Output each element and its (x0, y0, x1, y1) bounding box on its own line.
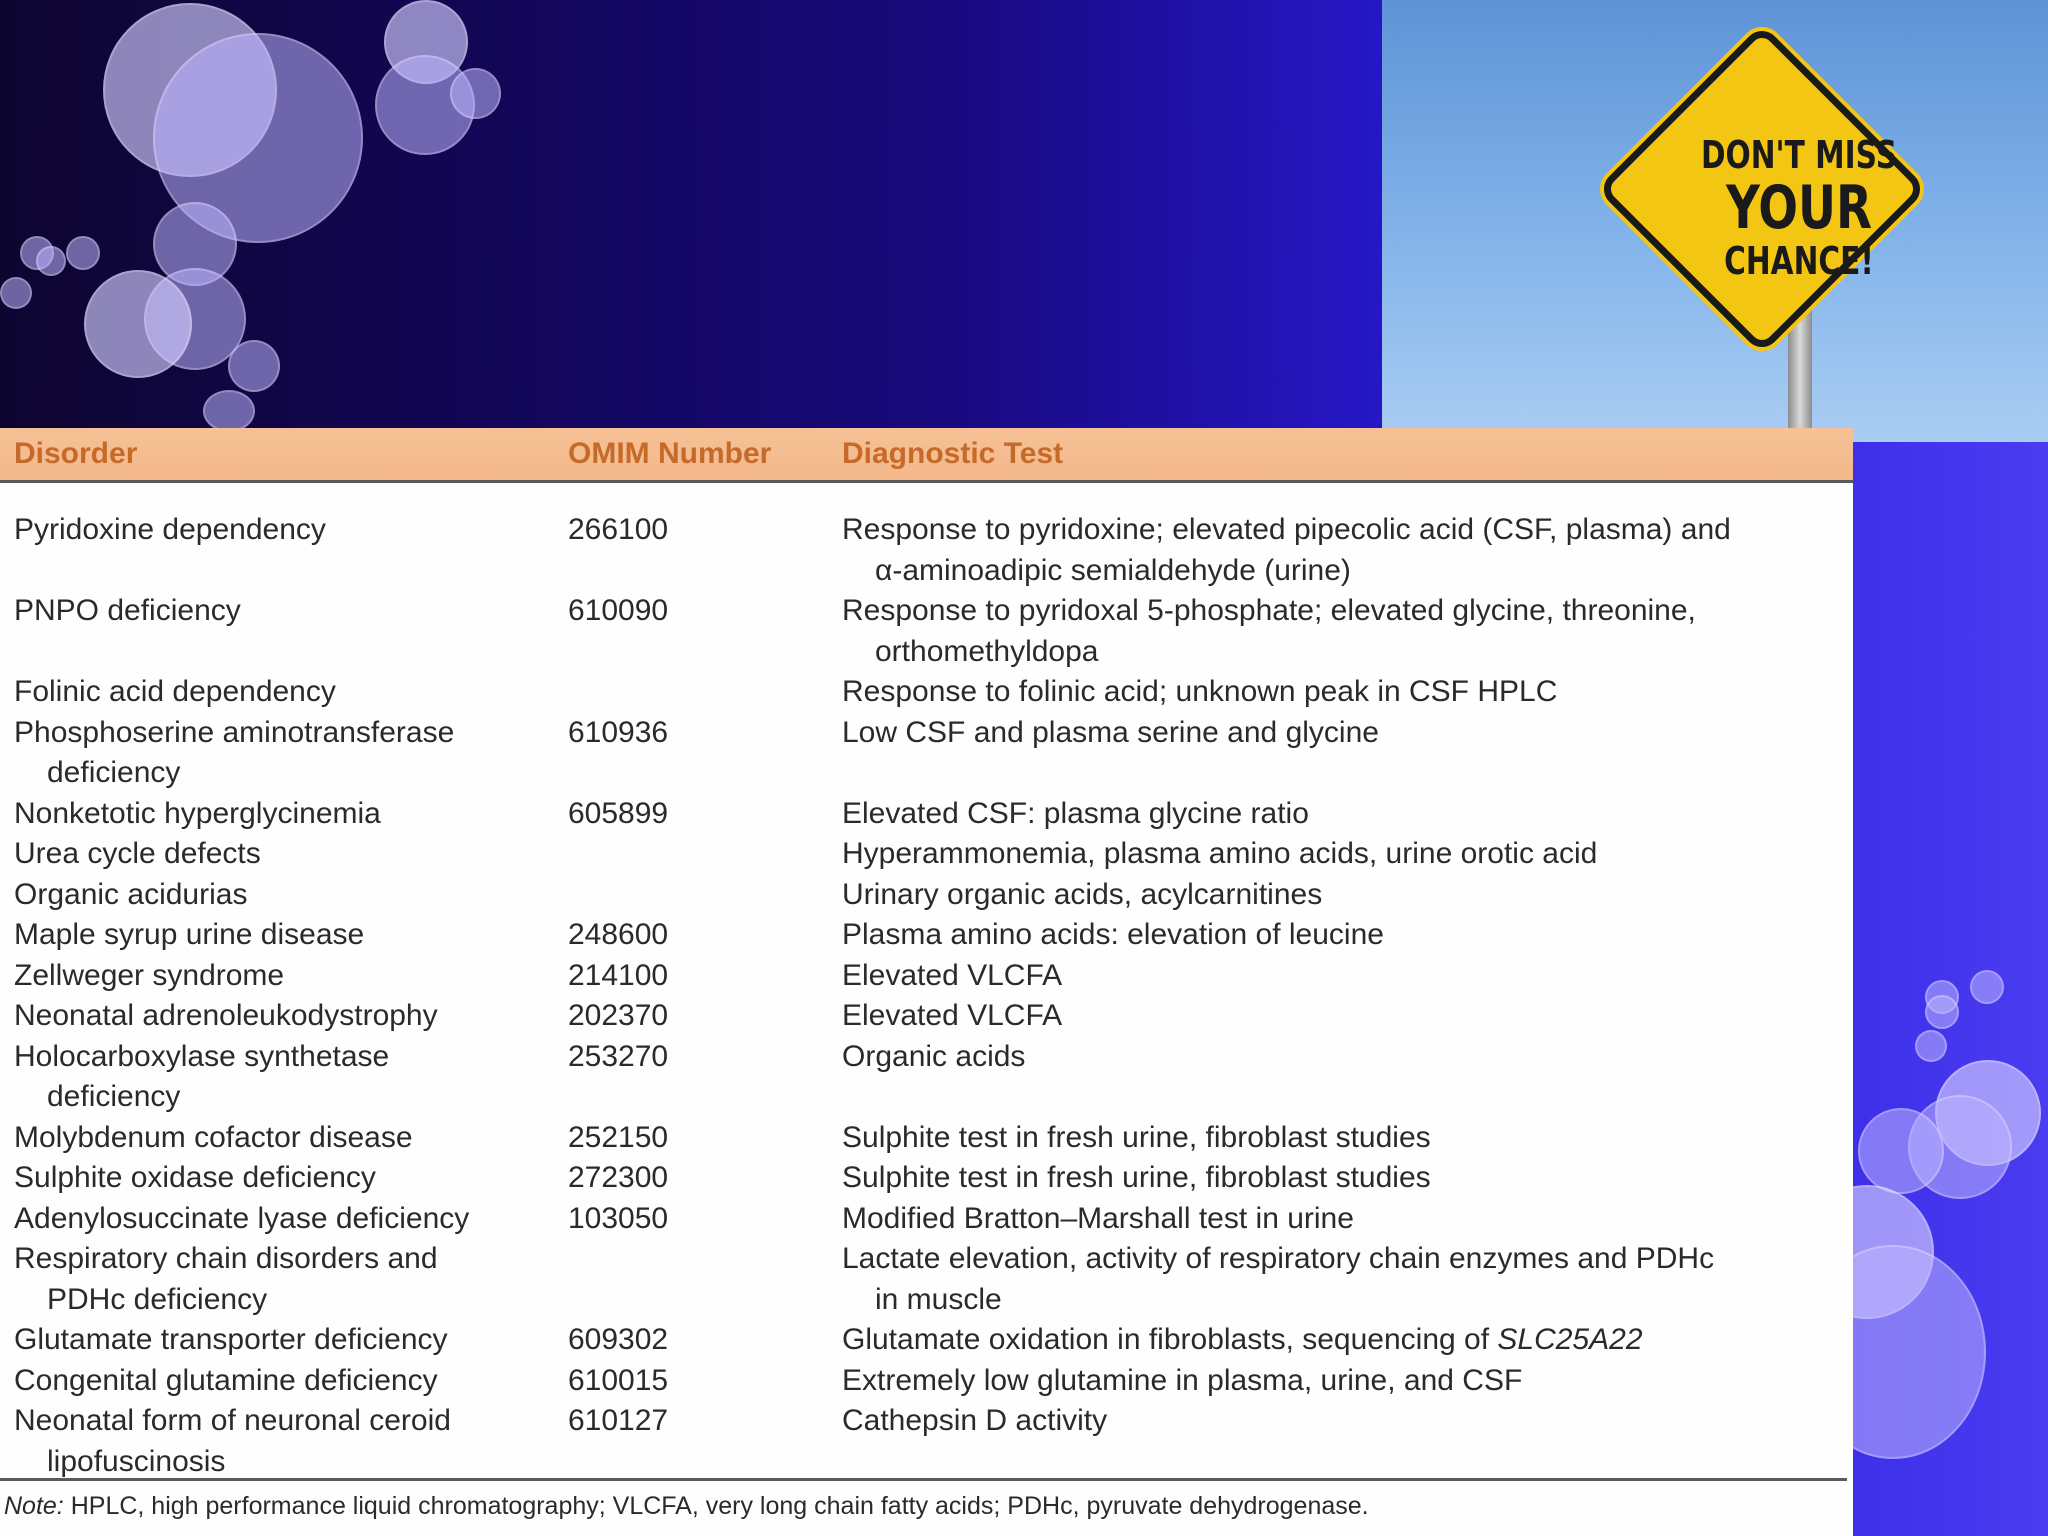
cell-disorder-line: Nonketotic hyperglycinemia (14, 796, 381, 830)
table-row (0, 1158, 1853, 1199)
cell-diagnostic-test (842, 713, 1842, 754)
cell-disorder (14, 956, 534, 997)
cell-disorder-line: Holocarboxylase synthetase (14, 1039, 390, 1073)
note-text: HPLC, high performance liquid chromatography; VLCFA, very long chain fatty acids; PDHc, pyruvate dehydrogenase. (63, 1492, 1369, 1520)
cell-diagnostic-test-line: Cathepsin D activity (842, 1404, 1108, 1437)
table-row (0, 713, 1853, 794)
cell-omim: 610090 (568, 594, 669, 627)
cell-diagnostic-test (842, 672, 1842, 713)
cell-disorder-line: Pyridoxine dependency (14, 513, 326, 546)
cell-diagnostic-test-line: Urinary organic acids, acylcarnitines (842, 877, 1323, 911)
cell-omim: 248600 (568, 918, 669, 951)
cell-diagnostic-test (842, 875, 1842, 916)
note-label: Note: (4, 1492, 64, 1520)
cell-diagnostic-test (842, 1320, 1842, 1361)
sign-line-1: DON'T MISS (1700, 133, 1898, 177)
cell-diagnostic-test (842, 915, 1842, 956)
table-header (0, 428, 1853, 483)
cell-disorder-line: deficiency (47, 756, 181, 789)
cell-disorder-line: Neonatal adrenoleukodystrophy (14, 999, 438, 1032)
cell-diagnostic-test (842, 1158, 1842, 1199)
cell-diagnostic-test-line: Sulphite test in fresh urine, fibroblast studies (842, 1120, 1431, 1154)
cell-diagnostic-test (842, 1401, 1842, 1442)
cell-diagnostic-test-line: orthomethyldopa (875, 634, 1099, 668)
sign-line-3: CHANCE! (1724, 239, 1874, 283)
cell-diagnostic-test-line: Response to folinic acid; unknown peak in CSF HPLC (842, 675, 1558, 708)
table-row (0, 1037, 1853, 1118)
cell-diagnostic-test-line: Hyperammonemia, plasma amino acids, urine orotic acid (842, 837, 1598, 870)
cell-diagnostic-test (842, 956, 1842, 997)
cell-omim: 252150 (568, 1120, 669, 1154)
table-row (0, 834, 1853, 875)
cell-disorder (14, 672, 534, 713)
table-body (0, 510, 1853, 1482)
cell-disorder-line: Zellweger syndrome (14, 958, 285, 992)
cell-disorder-line: Maple syrup urine disease (14, 918, 365, 951)
note-divider (0, 1478, 1847, 1481)
table-row (0, 1320, 1853, 1361)
table-row (0, 1199, 1853, 1240)
cell-disorder (14, 510, 534, 551)
cell-disorder (14, 1158, 534, 1199)
cell-disorder (14, 794, 534, 835)
cell-diagnostic-test (842, 1361, 1842, 1402)
cell-diagnostic-test (842, 510, 1842, 591)
table-row (0, 672, 1853, 713)
table-row (0, 794, 1853, 835)
cell-disorder-line: Folinic acid dependency (14, 675, 336, 708)
cell-disorder-line: lipofuscinosis (47, 1444, 226, 1478)
table-note (4, 1492, 1369, 1521)
table-row (0, 1361, 1853, 1402)
table-row (0, 1401, 1853, 1482)
table-row (0, 996, 1853, 1037)
cell-omim: 610936 (568, 715, 669, 749)
header-diagnostic-test: Diagnostic Test (842, 437, 1064, 470)
cell-diagnostic-test-line: Glutamate oxidation in fibroblasts, sequencing of SLC25A22 (842, 1323, 1643, 1356)
cell-disorder-line: PDHc deficiency (47, 1282, 268, 1316)
cell-diagnostic-test-line: Response to pyridoxine; elevated pipecolic acid (CSF, plasma) and (842, 513, 1731, 546)
cell-disorder (14, 1118, 534, 1159)
cell-disorder-line: Molybdenum cofactor disease (14, 1120, 413, 1154)
cell-diagnostic-test (842, 591, 1842, 672)
cell-diagnostic-test (842, 1199, 1842, 1240)
header-disorder: Disorder (14, 437, 138, 470)
cell-omim: 103050 (568, 1201, 669, 1235)
cell-diagnostic-test-line: Elevated VLCFA (842, 958, 1063, 992)
cell-diagnostic-test (842, 1239, 1842, 1320)
cell-omim: 214100 (568, 958, 669, 992)
table-row (0, 1118, 1853, 1159)
cell-disorder-line: deficiency (47, 1080, 181, 1113)
cell-diagnostic-test (842, 1037, 1842, 1078)
cell-disorder-line: Organic acidurias (14, 877, 248, 911)
cell-diagnostic-test (842, 794, 1842, 835)
cell-disorder (14, 591, 534, 632)
sign-text (1678, 133, 1920, 283)
cell-diagnostic-test-line: Extremely low glutamine in plasma, urine, and CSF (842, 1363, 1523, 1397)
cell-omim: 605899 (568, 796, 669, 830)
cell-diagnostic-test-line: Organic acids (842, 1039, 1026, 1073)
table-row (0, 1239, 1853, 1320)
cell-diagnostic-test-line: Modified Bratton–Marshall test in urine (842, 1201, 1354, 1235)
table-row (0, 915, 1853, 956)
cell-omim: 610015 (568, 1363, 669, 1397)
cell-disorder (14, 713, 534, 794)
cell-disorder (14, 996, 534, 1037)
cell-diagnostic-test-line: Elevated VLCFA (842, 999, 1063, 1032)
warning-sign-photo (1382, 0, 2048, 442)
cell-disorder (14, 1037, 534, 1118)
cell-disorder-line: Neonatal form of neuronal ceroid (14, 1404, 451, 1437)
cell-diagnostic-test (842, 1118, 1842, 1159)
table-row (0, 591, 1853, 672)
cell-disorder-line: Sulphite oxidase deficiency (14, 1161, 376, 1194)
cell-disorder (14, 915, 534, 956)
table-row (0, 875, 1853, 916)
cell-diagnostic-test-line: Plasma amino acids: elevation of leucine (842, 918, 1384, 951)
cell-diagnostic-test (842, 834, 1842, 875)
cell-diagnostic-test-line: Response to pyridoxal 5-phosphate; elevated glycine, threonine, (842, 594, 1696, 627)
cell-omim: 609302 (568, 1323, 669, 1356)
disorder-table-panel (0, 428, 1853, 1536)
cell-disorder (14, 1320, 534, 1361)
cell-omim: 610127 (568, 1404, 669, 1437)
cell-omim: 253270 (568, 1039, 669, 1073)
cell-disorder-line: Congenital glutamine deficiency (14, 1363, 438, 1397)
header-omim: OMIM Number (568, 437, 772, 470)
gene-name: SLC25A22 (1497, 1323, 1643, 1356)
cell-disorder (14, 875, 534, 916)
cell-disorder-line: Phosphoserine aminotransferase (14, 715, 455, 749)
table-row (0, 510, 1853, 591)
cell-diagnostic-test-line: Sulphite test in fresh urine, fibroblast studies (842, 1161, 1431, 1194)
cell-disorder (14, 1361, 534, 1402)
cell-diagnostic-test-line: Lactate elevation, activity of respiratory chain enzymes and PDHc (842, 1242, 1715, 1275)
cell-diagnostic-test-line: Elevated CSF: plasma glycine ratio (842, 796, 1309, 830)
cell-disorder (14, 834, 534, 875)
cell-diagnostic-test-line: in muscle (875, 1282, 1002, 1316)
cell-disorder-line: Adenylosuccinate lyase deficiency (14, 1201, 470, 1235)
cell-disorder-line: Urea cycle defects (14, 837, 261, 870)
cell-diagnostic-test-line: Low CSF and plasma serine and glycine (842, 715, 1379, 749)
cell-disorder (14, 1401, 534, 1482)
cell-disorder-line: Respiratory chain disorders and (14, 1242, 438, 1275)
sign-line-2: YOUR (1725, 173, 1873, 243)
cell-omim: 272300 (568, 1161, 669, 1194)
cell-omim: 266100 (568, 513, 669, 546)
cell-omim: 202370 (568, 999, 669, 1032)
cell-diagnostic-test-line: α-aminoadipic semialdehyde (urine) (875, 553, 1351, 587)
cell-diagnostic-test (842, 996, 1842, 1037)
cell-disorder (14, 1239, 534, 1320)
table-row (0, 956, 1853, 997)
cell-disorder-line: Glutamate transporter deficiency (14, 1323, 448, 1356)
cell-disorder-line: PNPO deficiency (14, 594, 241, 627)
cell-disorder (14, 1199, 534, 1240)
